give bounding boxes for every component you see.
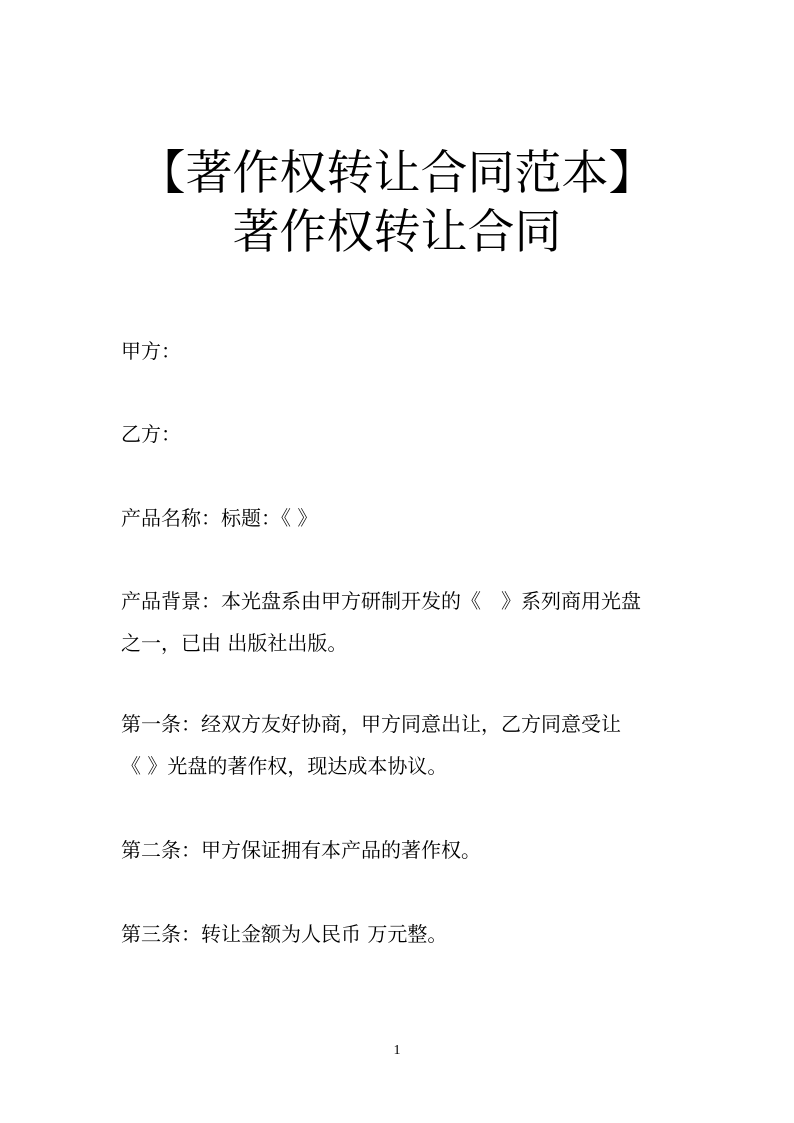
article-1-line-1: 第一条：经双方友好协商，甲方同意出让，乙方同意受让 xyxy=(121,712,621,736)
party-b-line: 乙方： xyxy=(121,422,181,446)
document-title-line-1: 【著作权转让合同范本】 xyxy=(138,146,656,201)
product-background-line-1: 产品背景：本光盘系由甲方研制开发的《 》系列商用光盘 xyxy=(121,589,641,613)
article-3-paragraph: 第三条：转让金额为人民币 万元整。 xyxy=(121,922,448,946)
page-number: 1 xyxy=(393,1043,401,1058)
product-background-paragraph xyxy=(121,580,681,664)
article-1-paragraph xyxy=(121,703,681,787)
article-2-paragraph: 第二条：甲方保证拥有本产品的著作权。 xyxy=(121,838,481,862)
party-a-line: 甲方： xyxy=(121,339,181,363)
article-1-line-2: 《 》光盘的著作权，现达成本协议。 xyxy=(121,754,448,778)
document-title-line-2: 著作权转让合同 xyxy=(232,205,562,260)
product-background-line-2: 之一，已由 出版社出版。 xyxy=(121,631,348,655)
product-name-line: 产品名称：标题：《 》 xyxy=(121,506,318,530)
